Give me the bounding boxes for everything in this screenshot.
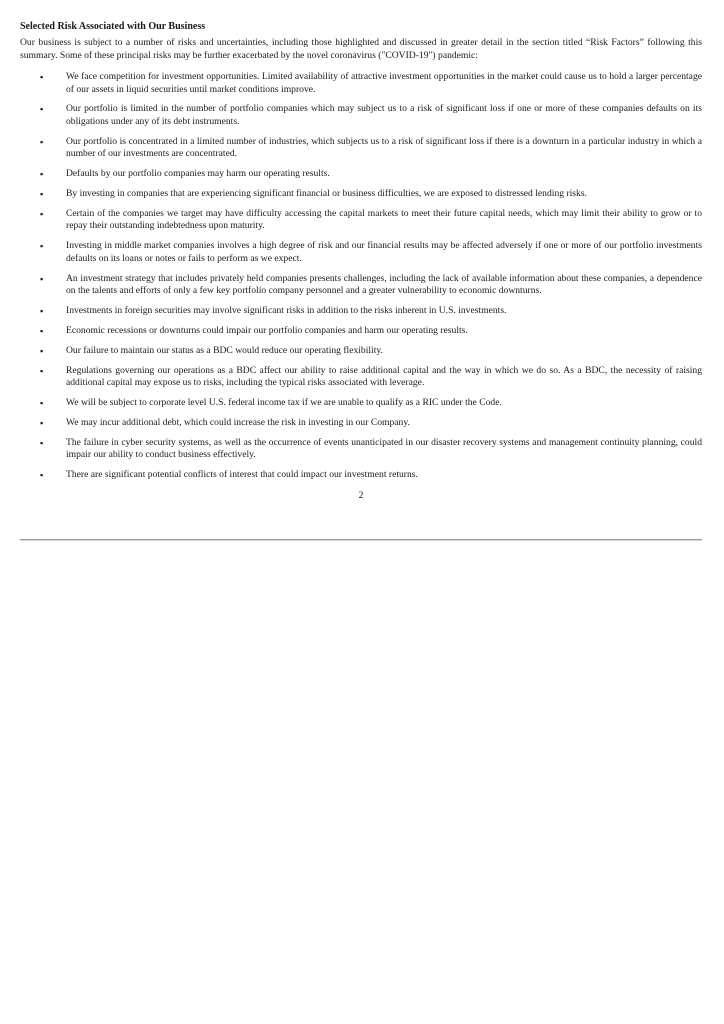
risk-item-4 xyxy=(20,168,702,181)
risk-item-9 xyxy=(20,305,702,318)
risk-text: The failure in cyber security systems, as well as the occurrence of events unanticipated in our disaster recovery systems and management continuity planning, could impair our ability to conduct business effectively. xyxy=(66,436,702,461)
risk-item-2 xyxy=(20,103,702,128)
risk-text: Our portfolio is limited in the number of portfolio companies which may subject us to a risk of significant loss if one or more of these companies defaults on its obligations under any of its debt instruments. xyxy=(66,103,702,127)
risk-text: An investment strategy that includes privately held companies presents challenges, including the lack of available information about these companies, a dependence on the talents and efforts of only a few key portfolio company personnel and a greater vulnerability to economic downturns. xyxy=(66,272,702,297)
bullet-icon: ▪ xyxy=(40,136,44,147)
risk-text: We will be subject to corporate level U.S. federal income tax if we are unable to qualify as a RIC under the Code. xyxy=(66,397,502,409)
risk-item-15 xyxy=(20,437,702,462)
risk-list xyxy=(20,71,702,482)
section-heading: Selected Risk Associated with Our Business xyxy=(20,21,206,32)
risk-item-6 xyxy=(20,208,702,233)
page-number: 2 xyxy=(358,489,364,501)
bullet-icon: ▪ xyxy=(40,72,44,82)
risk-item-16 xyxy=(20,469,702,482)
risk-text: By investing in companies that are experiencing significant financial or business difficulties, we are exposed to distressed lending risks. xyxy=(66,188,587,200)
page-divider xyxy=(20,539,702,541)
risk-text: Our failure to maintain our status as a BDC would reduce our operating flexibility. xyxy=(66,344,383,356)
bullet-icon: ▪ xyxy=(40,470,44,481)
risk-text: Investments in foreign securities may involve significant risks in addition to the risks inherent in U.S. investments. xyxy=(66,305,507,317)
bullet-icon: ▪ xyxy=(40,241,44,252)
risk-item-3 xyxy=(20,136,702,161)
risk-item-7 xyxy=(20,240,702,265)
risk-text: Defaults by our portfolio companies may harm our operating results. xyxy=(66,168,330,180)
risk-text: Economic recessions or downturns could impair our portfolio companies and harm our operating results. xyxy=(66,325,468,337)
bullet-icon: ▪ xyxy=(40,169,44,180)
risk-item-12 xyxy=(20,365,702,390)
risk-text: Investing in middle market companies involves a high degree of risk and our financial results may be affected adversely if one or more of our portfolio investments defaults on its loans or notes or fails to perform as we expect. xyxy=(66,240,702,264)
risk-text: Regulations governing our operations as a BDC affect our ability to raise additional capital and the way in which we do so. As a BDC, the necessity of raising additional capital may expose us to risks, including the typical risks associated with leverage. xyxy=(66,364,702,389)
bullet-icon: ▪ xyxy=(40,104,44,115)
risk-item-5 xyxy=(20,188,702,201)
risk-item-11 xyxy=(20,345,702,358)
bullet-icon: ▪ xyxy=(40,273,44,284)
intro-paragraph: Our business is subject to a number of risks and uncertainties, including those highlighted and discussed in greater detail in the section titled “Risk Factors” following this summary. Some of these principal risks may be further exacerbated by the novel coronavirus ("COVID-19") pandemic: xyxy=(20,37,702,61)
document-page xyxy=(20,20,702,502)
bullet-icon: ▪ xyxy=(40,345,44,356)
bullet-icon: ▪ xyxy=(40,189,44,200)
bullet-icon: ▪ xyxy=(40,437,44,448)
risk-text: There are significant potential conflicts of interest that could impact our investment returns. xyxy=(66,469,418,481)
bullet-icon: ▪ xyxy=(40,365,44,376)
bullet-icon: ▪ xyxy=(40,326,44,337)
risk-item-14 xyxy=(20,417,702,430)
bullet-icon: ▪ xyxy=(40,418,44,429)
risk-item-13 xyxy=(20,397,702,410)
risk-text: Our portfolio is concentrated in a limited number of industries, which subjects us to a risk of significant loss if there is a downturn in a particular industry in which a number of our investments are concentrated. xyxy=(66,135,702,160)
risk-item-8 xyxy=(20,273,702,298)
risk-item-1 xyxy=(20,71,702,96)
bullet-icon: ▪ xyxy=(40,398,44,409)
risk-text: We face competition for investment opportunities. Limited availability of attractive investment opportunities in the market could cause us to hold a larger percentage of our assets in liquid securities until market conditions improve. xyxy=(66,71,702,95)
bullet-icon: ▪ xyxy=(40,208,44,219)
risk-item-10 xyxy=(20,325,702,338)
bullet-icon: ▪ xyxy=(40,306,44,317)
risk-text: Certain of the companies we target may have difficulty accessing the capital markets to meet their future capital needs, which may limit their ability to grow or to repay their outstanding indebtedness upon maturity. xyxy=(66,207,702,232)
risk-text: We may incur additional debt, which could increase the risk in investing in our Company. xyxy=(66,417,410,429)
